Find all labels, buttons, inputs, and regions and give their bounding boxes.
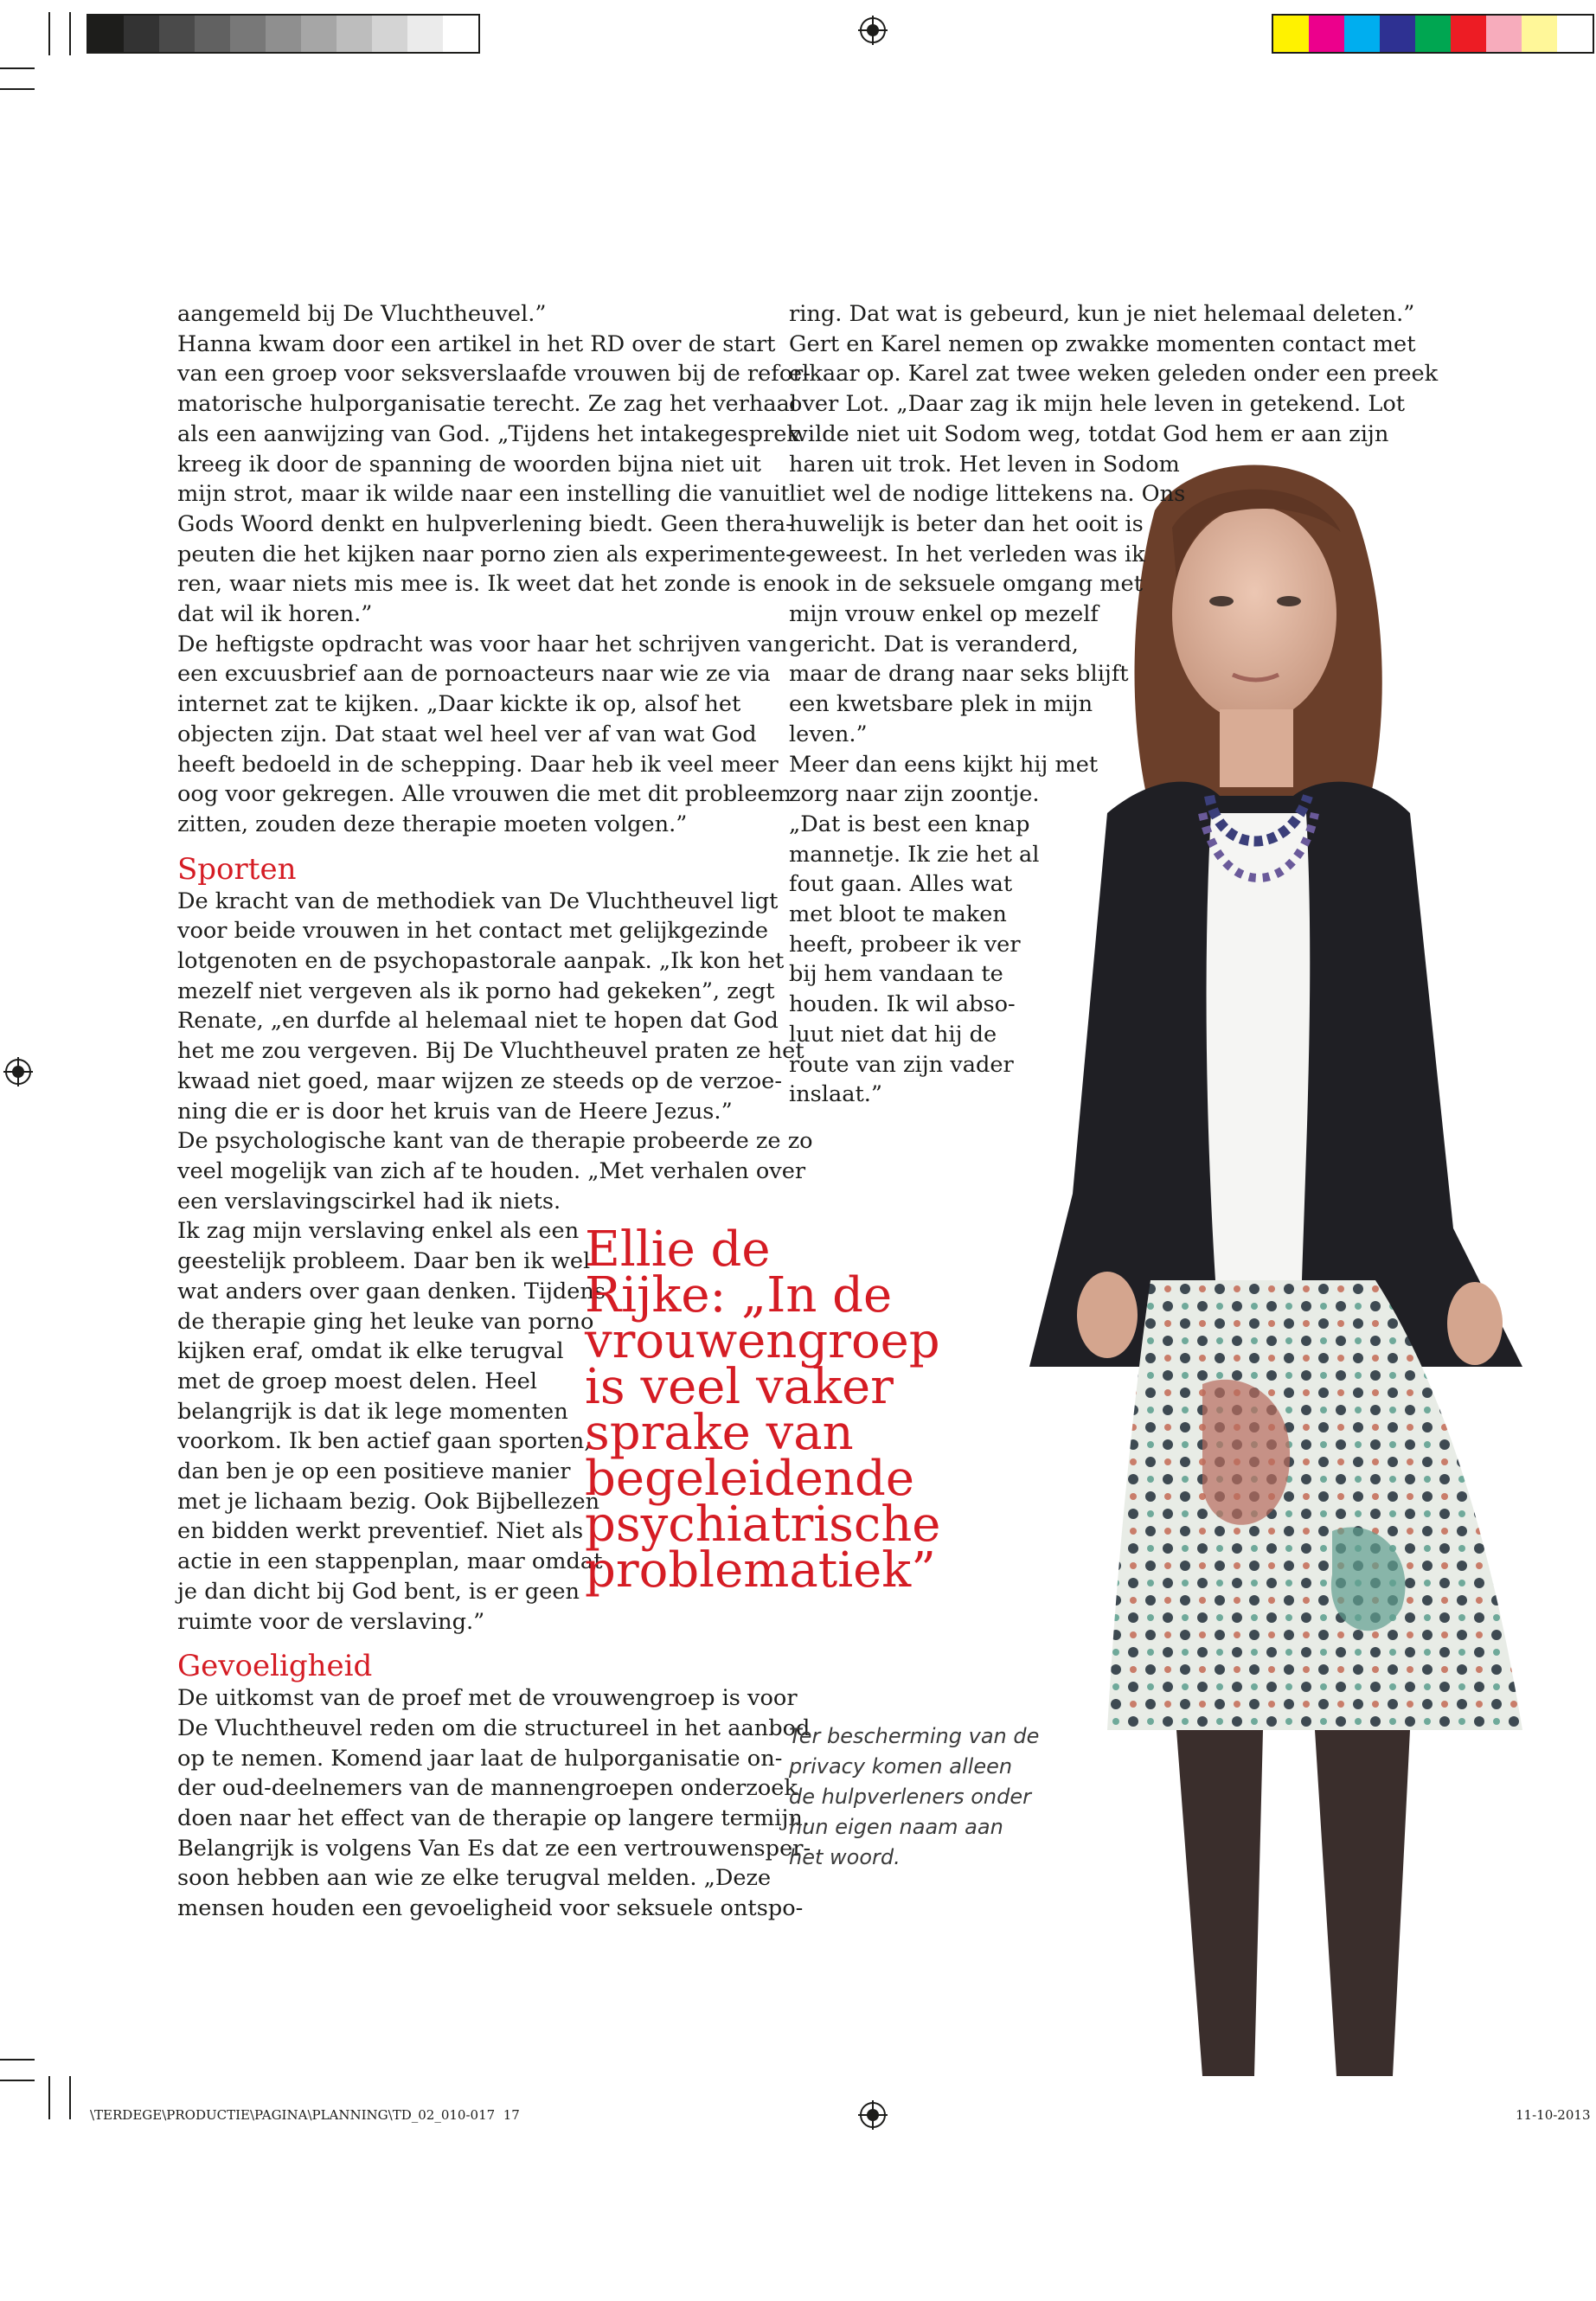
text-line: huwelijk is beter dan het ooit is bbox=[789, 510, 1144, 537]
text-line: der oud-deelnemers van de mannengroepen onderzoek bbox=[177, 1775, 798, 1802]
pull-quote-line: problematiek” bbox=[585, 1542, 936, 1599]
text-line: Renate, „en durfde al helemaal niet te hopen dat God bbox=[177, 1008, 779, 1035]
color-swatch bbox=[443, 16, 478, 52]
text-line: met je lichaam bezig. Ook Bijbellezen bbox=[177, 1488, 600, 1515]
grayscale-color-bar bbox=[87, 14, 480, 54]
caption-line: de hulpverleners onder bbox=[789, 1785, 1031, 1809]
pull-quote bbox=[585, 1221, 941, 1599]
crop-mark bbox=[48, 12, 50, 55]
pull-quote-line: begeleidende bbox=[585, 1451, 914, 1507]
text-line: De kracht van de methodiek van De Vluchtheuvel ligt bbox=[177, 888, 779, 914]
text-line: belangrijk is dat ik lege momenten bbox=[177, 1398, 568, 1425]
text-line: internet zat te kijken. „Daar kickte ik op, alsof het bbox=[177, 691, 741, 718]
color-swatch bbox=[230, 16, 266, 52]
text-line: ning die er is door het kruis van de Heere Jezus.” bbox=[177, 1098, 733, 1125]
text-line: geestelijk probleem. Daar ben ik wel bbox=[177, 1248, 591, 1275]
color-swatch bbox=[301, 16, 337, 52]
text-line: veel mogelijk van zich af te houden. „Met verhalen over bbox=[177, 1157, 806, 1184]
text-line: De uitkomst van de proef met de vrouwengroep is voor bbox=[177, 1685, 798, 1712]
color-swatch bbox=[372, 16, 407, 52]
text-line: op te nemen. Komend jaar laat de hulporganisatie on- bbox=[177, 1745, 783, 1772]
text-line: voorkom. Ik ben actief gaan sporten, bbox=[177, 1428, 592, 1455]
text-line: zorg naar zijn zoontje. bbox=[789, 781, 1040, 808]
footer-date: 11-10-2013 bbox=[1516, 2107, 1591, 2123]
text-line: „Dat is best een knap bbox=[789, 811, 1030, 837]
text-line: voor beide vrouwen in het contact met gelijkgezinde bbox=[177, 918, 769, 945]
right-text-column bbox=[789, 299, 1439, 1110]
crop-mark bbox=[0, 2080, 35, 2081]
text-line: lotgenoten en de psychopastorale aanpak. „Ik kon het bbox=[177, 948, 785, 975]
text-line: ruimte voor de verslaving.” bbox=[177, 1608, 485, 1635]
pull-quote-line: is veel vaker bbox=[585, 1359, 894, 1415]
color-swatch bbox=[88, 16, 124, 52]
text-line: luut niet dat hij de bbox=[789, 1021, 997, 1048]
pull-quote-line: psychiatrische bbox=[585, 1497, 941, 1553]
color-swatch bbox=[407, 16, 443, 52]
text-line: heeft, probeer ik ver bbox=[789, 931, 1021, 958]
color-swatch bbox=[266, 16, 301, 52]
text-line: dat wil ik horen.” bbox=[177, 601, 373, 628]
paragraph-right-top bbox=[789, 299, 1439, 450]
crop-mark bbox=[0, 67, 35, 69]
color-swatch bbox=[195, 16, 230, 52]
text-line: Gods Woord denkt en hulpverlening biedt. Geen thera- bbox=[177, 510, 793, 537]
pull-quote-line: Rijke: „In de bbox=[585, 1267, 893, 1324]
text-line: je dan dicht bij God bent, is er geen bbox=[177, 1578, 580, 1605]
text-line: als een aanwijzing van God. „Tijdens het intakegesprek bbox=[177, 420, 800, 447]
text-line: elkaar op. Karel zat twee weken geleden onder een preek bbox=[789, 361, 1439, 388]
registration-mark-icon bbox=[3, 1057, 33, 1086]
crop-mark bbox=[0, 88, 35, 90]
pull-quote-line: vrouwengroep bbox=[585, 1313, 940, 1369]
footer-file-path bbox=[90, 2107, 520, 2123]
text-line: haren uit trok. Het leven in Sodom bbox=[789, 451, 1180, 478]
text-line: ren, waar niets mis mee is. Ik weet dat het zonde is en bbox=[177, 571, 791, 598]
text-line: zitten, zouden deze therapie moeten volgen.” bbox=[177, 811, 688, 837]
text-line: ring. Dat wat is gebeurd, kun je niet helemaal deleten.” bbox=[789, 301, 1415, 327]
color-swatch bbox=[337, 16, 372, 52]
text-line: mensen houden een gevoeligheid voor seksuele ontspo- bbox=[177, 1895, 804, 1922]
color-swatch bbox=[124, 16, 159, 52]
subheading-gevoeligheid: Gevoeligheid bbox=[177, 1649, 373, 1684]
text-line: aangemeld bij De Vluchtheuvel.” bbox=[177, 301, 547, 327]
crop-mark bbox=[48, 2076, 50, 2119]
caption-line: het woord. bbox=[789, 1845, 901, 1869]
text-line: Belangrijk is volgens Van Es dat ze een vertrouwensper- bbox=[177, 1835, 811, 1862]
text-line: dan ben je op een positieve manier bbox=[177, 1458, 571, 1485]
photo-caption bbox=[789, 1721, 1039, 1873]
text-line: over Lot. „Daar zag ik mijn hele leven in getekend. Lot bbox=[789, 391, 1406, 418]
color-swatch bbox=[1486, 16, 1522, 52]
color-swatch bbox=[1273, 16, 1309, 52]
process-color-bar bbox=[1272, 14, 1594, 54]
paragraph-gevoeligheid bbox=[177, 1683, 811, 1924]
text-line: peuten die het kijken naar porno zien als experimente- bbox=[177, 541, 793, 567]
text-line: actie in een stappenplan, maar omdat bbox=[177, 1548, 603, 1575]
text-line: De heftigste opdracht was voor haar het schrijven van bbox=[177, 631, 788, 657]
text-line: inslaat.” bbox=[789, 1081, 883, 1108]
color-swatch bbox=[1557, 16, 1593, 52]
caption-line: hun eigen naam aan bbox=[789, 1815, 1003, 1839]
paragraph-intro bbox=[177, 299, 811, 840]
text-line: leven.” bbox=[789, 721, 868, 747]
text-line: Meer dan eens kijkt hij met bbox=[789, 751, 1099, 778]
text-line: van een groep voor seksverslaafde vrouwen bij de refor- bbox=[177, 361, 811, 388]
color-swatch bbox=[1451, 16, 1486, 52]
text-line: gericht. Dat is veranderd, bbox=[789, 631, 1079, 657]
paragraph-right-narrow bbox=[789, 450, 1377, 1110]
text-line: wat anders over gaan denken. Tijdens bbox=[177, 1278, 606, 1304]
pull-quote-line: sprake van bbox=[585, 1405, 854, 1461]
text-line: mijn strot, maar ik wilde naar een instelling die vanuit bbox=[177, 481, 790, 508]
text-line: bij hem vandaan te bbox=[789, 961, 1003, 988]
text-line: heeft bedoeld in de schepping. Daar heb ik veel meer bbox=[177, 751, 779, 778]
text-line: kreeg ik door de spanning de woorden bijna niet uit bbox=[177, 451, 761, 478]
pull-quote-line: Ellie de bbox=[585, 1221, 771, 1278]
text-line: oog voor gekregen. Alle vrouwen die met dit probleem bbox=[177, 781, 792, 808]
crop-mark bbox=[0, 2059, 35, 2061]
crop-mark bbox=[69, 12, 71, 55]
text-line: ook in de seksuele omgang met bbox=[789, 571, 1143, 598]
text-line: liet wel de nodige littekens na. Ons bbox=[789, 481, 1186, 508]
text-line: route van zijn vader bbox=[789, 1051, 1014, 1078]
text-line: mannetje. Ik zie het al bbox=[789, 841, 1040, 868]
text-line: Hanna kwam door een artikel in het RD over de start bbox=[177, 330, 776, 357]
color-swatch bbox=[159, 16, 195, 52]
color-swatch bbox=[1309, 16, 1344, 52]
text-line: met de groep moest delen. Heel bbox=[177, 1368, 537, 1394]
text-line: het me zou vergeven. Bij De Vluchtheuvel praten ze het bbox=[177, 1038, 804, 1065]
text-line: mezelf niet vergeven als ik porno had gekeken”, zegt bbox=[177, 977, 775, 1004]
text-line: met bloot te maken bbox=[789, 901, 1007, 928]
file-path: \TERDEGE\PRODUCTIE\PAGINA\PLANNING\TD_02_010-017 bbox=[90, 2107, 496, 2123]
text-line: fout gaan. Alles wat bbox=[789, 871, 1013, 898]
text-line: Gert en Karel nemen op zwakke momenten contact met bbox=[789, 330, 1416, 357]
text-line: houden. Ik wil abso- bbox=[789, 991, 1016, 1018]
text-line: kijken eraf, omdat ik elke terugval bbox=[177, 1338, 564, 1365]
page-number: 17 bbox=[503, 2107, 520, 2123]
paragraph-sporten bbox=[177, 887, 813, 1217]
text-line: maar de drang naar seks blijft bbox=[789, 661, 1129, 688]
text-line: een verslavingscirkel had ik niets. bbox=[177, 1188, 561, 1215]
text-line: wilde niet uit Sodom weg, totdat God hem er aan zijn bbox=[789, 420, 1389, 447]
text-line: een kwetsbare plek in mijn bbox=[789, 691, 1093, 718]
text-line: Ik zag mijn verslaving enkel als een bbox=[177, 1218, 580, 1245]
text-line: de therapie ging het leuke van porno bbox=[177, 1308, 594, 1335]
caption-line: privacy komen alleen bbox=[789, 1754, 1013, 1779]
crop-mark bbox=[69, 2076, 71, 2119]
text-line: kwaad niet goed, maar wijzen ze steeds op de verzoe- bbox=[177, 1067, 782, 1094]
registration-mark-icon bbox=[858, 2100, 888, 2130]
text-line: een excuusbrief aan de pornoacteurs naar wie ze via bbox=[177, 661, 771, 688]
text-line: mijn vrouw enkel op mezelf bbox=[789, 601, 1099, 628]
text-line: en bidden werkt preventief. Niet als bbox=[177, 1518, 584, 1545]
text-line: De Vluchtheuvel reden om die structureel in het aanbod bbox=[177, 1715, 811, 1741]
text-line: doen naar het effect van de therapie op langere termijn. bbox=[177, 1805, 811, 1832]
caption-line: Ter bescherming van de bbox=[789, 1724, 1040, 1748]
text-line: matorische hulporganisatie terecht. Ze zag het verhaal bbox=[177, 391, 798, 418]
text-line: De psychologische kant van de therapie probeerde ze zo bbox=[177, 1128, 813, 1155]
color-swatch bbox=[1380, 16, 1415, 52]
color-swatch bbox=[1344, 16, 1380, 52]
text-line: objecten zijn. Dat staat wel heel ver af van wat God bbox=[177, 721, 757, 747]
color-swatch bbox=[1415, 16, 1451, 52]
subheading-sporten: Sporten bbox=[177, 851, 297, 887]
registration-mark-icon bbox=[858, 16, 888, 45]
text-line: soon hebben aan wie ze elke terugval melden. „Deze bbox=[177, 1865, 772, 1892]
text-line: geweest. In het verleden was ik bbox=[789, 541, 1145, 567]
color-swatch bbox=[1522, 16, 1557, 52]
